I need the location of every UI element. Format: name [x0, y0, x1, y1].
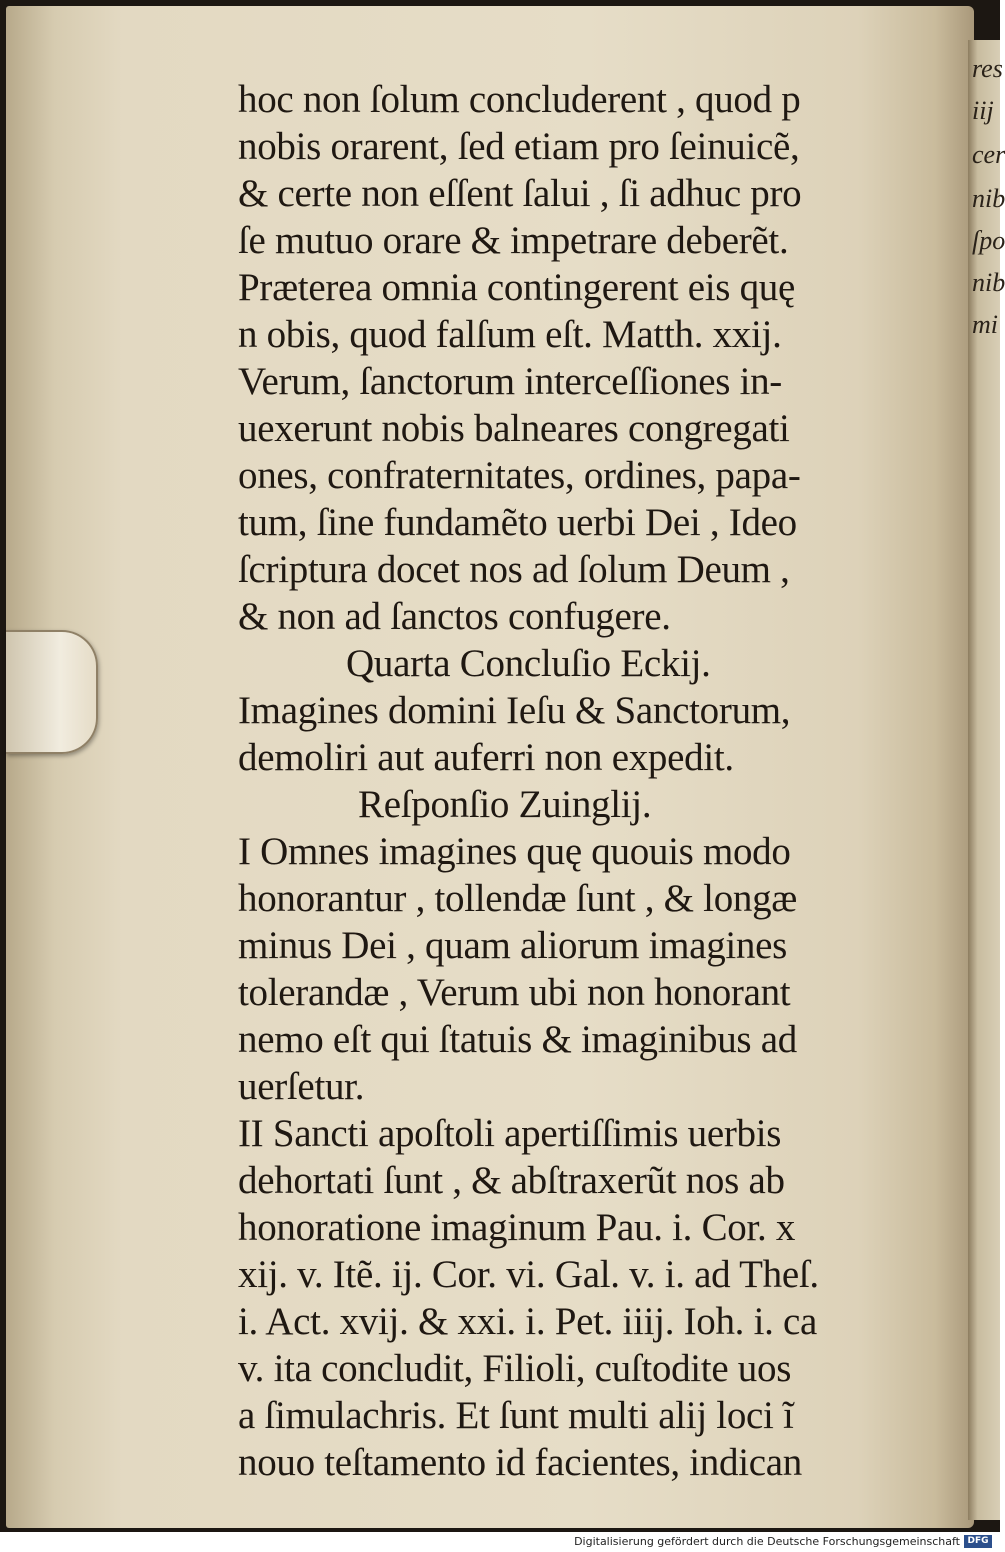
facing-page-fragment: mi: [972, 310, 998, 339]
text-line: honoratione imaginum Pau. i. Cor. x: [238, 1206, 796, 1249]
text-line: Verum, ſanctorum interceſſiones in-: [238, 360, 782, 403]
page-clip: [6, 630, 98, 754]
text-line: & non ad ſanctos confugere.: [238, 595, 671, 638]
text-line: minus Dei , quam aliorum imagines: [238, 924, 788, 967]
facing-page-fragment: res: [972, 54, 1003, 83]
text-line: tolerandæ , Verum ubi non honorant: [238, 971, 791, 1014]
text-line: & certe non eſſent ſalui , ſi adhuc pro: [238, 172, 802, 215]
text-line: demoliri aut auferri non expedit.: [238, 736, 734, 779]
text-line: uexerunt nobis balneares congregati: [238, 407, 790, 450]
funding-credit: Digitalisierung gefördert durch die Deutsche Forschungsgemeinschaft: [574, 1535, 960, 1548]
text-line: hoc non ſolum concluderent , quod p: [238, 78, 801, 121]
text-line: tum, ſine fundamẽto uerbi Dei , Ideo: [238, 501, 797, 544]
text-line: v. ita concludit, Filioli, cuſtodite uos: [238, 1347, 792, 1390]
text-line: nouo teſtamento id facientes, indican: [238, 1441, 802, 1484]
facing-page-fragment: nib: [972, 268, 1005, 297]
text-line: ſcriptura docet nos ad ſolum Deum ,: [238, 548, 790, 591]
dfg-logo: DFG: [964, 1535, 992, 1548]
text-line: ſe mutuo orare & impetrare deberẽt.: [238, 219, 789, 262]
facing-page-fragment: iij: [972, 96, 994, 125]
text-line: honorantur , tollendæ ſunt , & longæ: [238, 877, 798, 920]
text-line: xij. v. Itẽ. ij. Cor. vi. Gal. v. i. ad Theſ.: [238, 1253, 819, 1296]
text-line: i. Act. xvij. & xxi. i. Pet. iiij. Ioh. i. ca: [238, 1300, 818, 1343]
section-heading: Quarta Concluſio Eckij.: [346, 642, 711, 685]
text-line: II Sancti apoſtoli apertiſſimis uerbis: [238, 1112, 782, 1155]
text-line: ones, confraternitates, ordines, papa-: [238, 454, 801, 497]
footer-bar: [0, 1532, 1000, 1552]
text-line: nobis orarent, ſed etiam pro ſeinuicẽ,: [238, 125, 800, 168]
book-page: [6, 6, 974, 1528]
facing-page-fragment: cer: [972, 140, 1005, 169]
facing-page-edge: [968, 40, 1005, 1520]
text-line: nemo eſt qui ſtatuis & imaginibus ad: [238, 1018, 797, 1061]
text-line: Imagines domini Ieſu & Sanctorum,: [238, 689, 791, 732]
section-heading: Reſponſio Zuinglij.: [358, 783, 652, 826]
text-line: uerſetur.: [238, 1065, 365, 1108]
facing-page-fragment: nib: [972, 184, 1005, 213]
text-line: dehortati ſunt , & abſtraxerũt nos ab: [238, 1159, 785, 1202]
text-line: n obis, quod falſum eſt. Matth. xxij.: [238, 313, 782, 356]
text-line: Præterea omnia contingerent eis quę: [238, 266, 795, 309]
text-line: a ſimulachris. Et ſunt multi alij loci ĩ: [238, 1394, 794, 1437]
text-line: I Omnes imagines quę quouis modo: [238, 830, 791, 873]
facing-page-fragment: ſpo: [972, 226, 1005, 255]
page-text: [238, 76, 898, 1486]
